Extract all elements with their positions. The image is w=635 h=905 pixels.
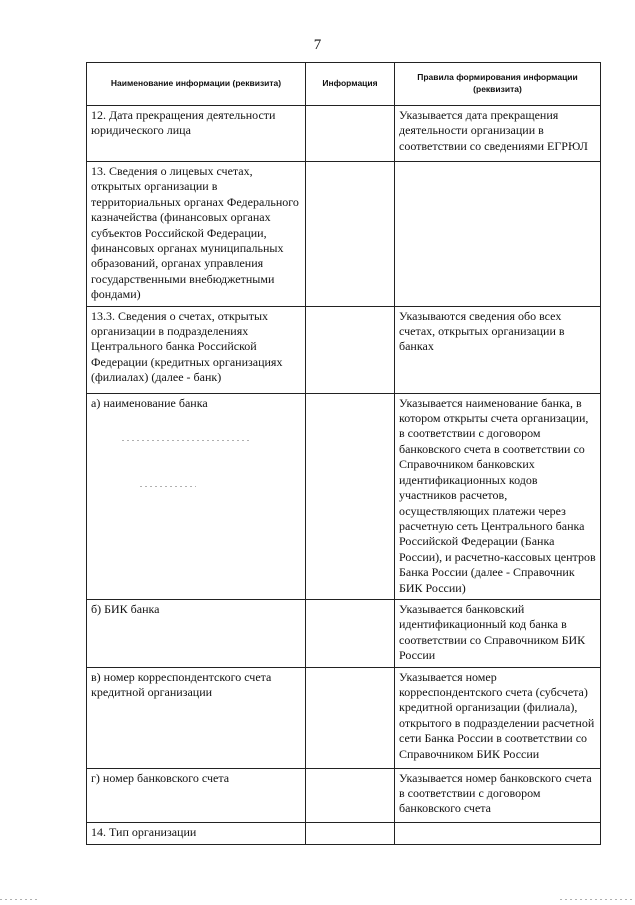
scan-artifact (122, 440, 250, 441)
row-info-cell (306, 393, 395, 599)
row-info-cell (306, 306, 395, 393)
row-rule-cell: Указывается банковский идентификационный код банка в соответствии со Справочником БИК России (395, 599, 601, 667)
requisites-table (86, 62, 601, 845)
row-rule-cell: Указывается дата прекращения деятельности организации в соответствии со сведениями ЕГРЮЛ (395, 106, 601, 162)
header-info: Информация (306, 63, 395, 106)
row-name-cell: г) номер банковского счета (87, 768, 306, 822)
row-name-cell: в) номер корреспондентского счета кредитной организации (87, 667, 306, 768)
row-name-cell: б) БИК банка (87, 599, 306, 667)
table-row (87, 768, 601, 822)
row-rule-cell: Указывается наименование банка, в котором открыты счета организации, в соответствии с договором банковского счета в соответствии со Справочником банковских идентификационных кодов участников расчетов, осуществляющих платежи через расчетную сеть Центрального банка Российской Федерации (Банка России), и расчетно-кассовых центров Банка России (далее - Справочник БИК России) (395, 393, 601, 599)
row-name-cell: 14. Тип организации (87, 822, 306, 844)
row-name-cell: а) наименование банка (87, 393, 306, 599)
table-row (87, 162, 601, 307)
table-row (87, 106, 601, 162)
row-rule-cell: Указываются сведения обо всех счетах, открытых организации в банках (395, 306, 601, 393)
scan-artifact (560, 899, 635, 900)
scan-artifact (140, 486, 196, 487)
table-row (87, 306, 601, 393)
row-rule-cell: Указывается номер банковского счета в соответствии с договором банковского счета (395, 768, 601, 822)
row-name-cell: 13. Сведения о лицевых счетах, открытых организации в территориальных органах Федерального казначейства (финансовых органах субъектов Российской Федерации, финансовых органах муниципальных образований, органах управления государственными внебюджетными фондами) (87, 162, 306, 307)
page-number: 7 (313, 37, 322, 53)
table-row (87, 667, 601, 768)
scan-artifact (0, 899, 40, 900)
row-info-cell (306, 667, 395, 768)
row-info-cell (306, 768, 395, 822)
table-row (87, 599, 601, 667)
row-rule-cell: Указывается номер корреспондентского счета (субсчета) кредитной организации (филиала), открытого в подразделении расчетной сети Банка России в соответствии со Справочником БИК России (395, 667, 601, 768)
row-rule-cell (395, 162, 601, 307)
row-info-cell (306, 162, 395, 307)
row-info-cell (306, 599, 395, 667)
row-name-cell: 13.3. Сведения о счетах, открытых организации в подразделениях Центрального банка Российской Федерации (кредитных организациях (филиалах) (далее - банк) (87, 306, 306, 393)
row-rule-cell (395, 822, 601, 844)
row-info-cell (306, 822, 395, 844)
table-row (87, 393, 601, 599)
row-name-cell: 12. Дата прекращения деятельности юридического лица (87, 106, 306, 162)
row-info-cell (306, 106, 395, 162)
header-rule: Правила формирования информации (реквизита) (395, 63, 601, 106)
table-header-row (87, 63, 601, 106)
table-row (87, 822, 601, 844)
header-name: Наименование информации (реквизита) (87, 63, 306, 106)
